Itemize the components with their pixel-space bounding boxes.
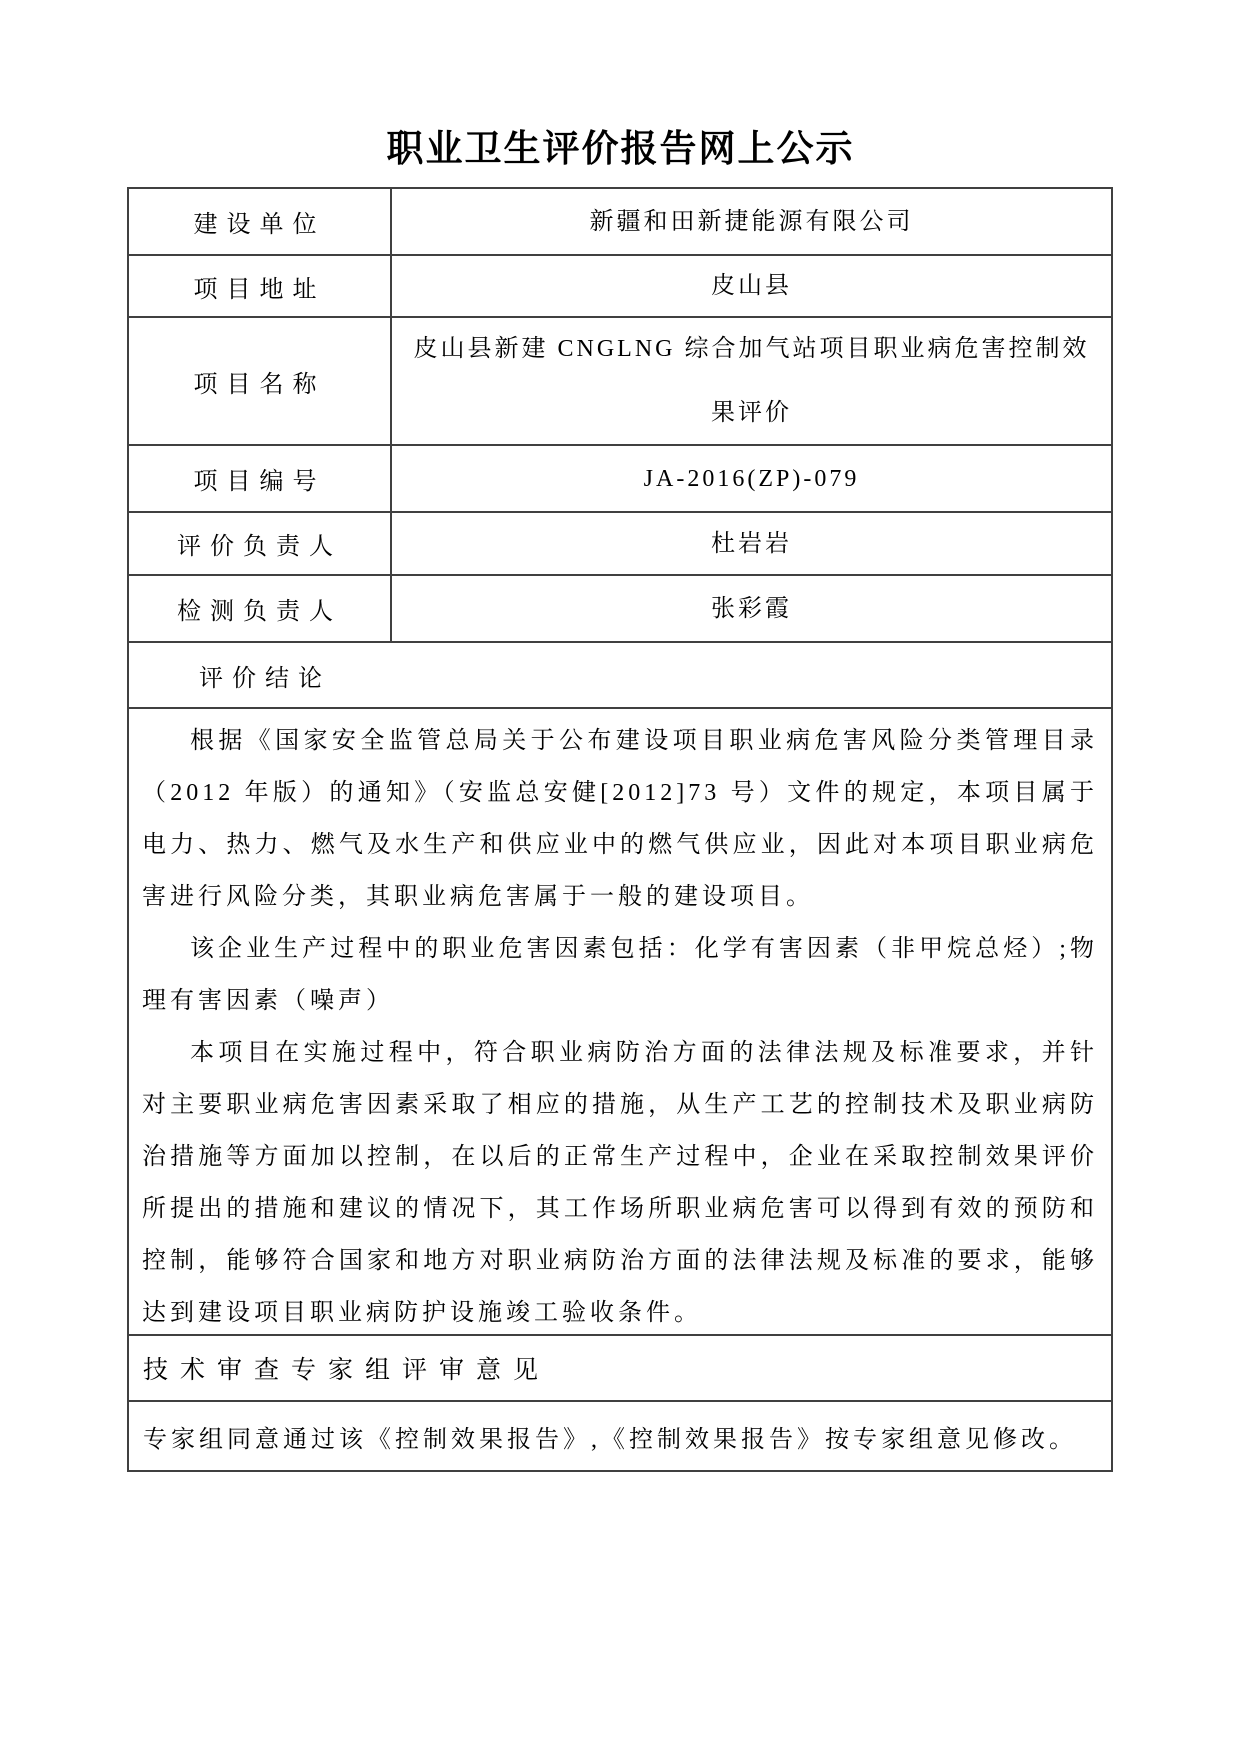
row-label-construction-unit: 建设单位 xyxy=(129,189,392,254)
row-value-project-address: 皮山县 xyxy=(711,273,792,299)
conclusion-header-label: 评价结论 xyxy=(199,665,331,692)
conclusion-body-row xyxy=(129,709,1111,1336)
table-row-project-number xyxy=(129,446,1111,513)
row-label-testing-leader: 检测负责人 xyxy=(129,576,392,641)
table-row-testing-leader xyxy=(129,576,1111,643)
row-value-project-name: 皮山县新建 CNGLNG 综合加气站项目职业病危害控制效果评价 xyxy=(413,336,1090,426)
table-row-project-address xyxy=(129,256,1111,318)
report-table xyxy=(127,187,1113,1472)
conclusion-paragraph-2: 该企业生产过程中的职业危害因素包括：化学有害因素（非甲烷总烃）;物理有害因素（噪声） xyxy=(142,936,1098,1014)
expert-opinion-text: 专家组同意通过该《控制效果报告》,《控制效果报告》按专家组意见修改。 xyxy=(143,1426,1077,1453)
expert-review-header-row xyxy=(129,1336,1111,1402)
row-value-testing-leader: 张彩霞 xyxy=(711,595,792,622)
row-value-project-number: JA-2016(ZP)-079 xyxy=(643,465,860,492)
row-label-project-address: 项目地址 xyxy=(129,256,392,316)
row-label-project-number: 项目编号 xyxy=(129,446,392,511)
table-row-construction-unit xyxy=(129,189,1111,256)
page-title: 职业卫生评价报告网上公示 xyxy=(386,129,855,170)
row-value-evaluation-leader: 杜岩岩 xyxy=(711,530,792,557)
row-value-construction-unit: 新疆和田新捷能源有限公司 xyxy=(589,208,914,235)
row-label-evaluation-leader: 评价负责人 xyxy=(129,513,392,574)
row-label-project-name: 项目名称 xyxy=(129,318,392,444)
conclusion-paragraph-1: 根据《国家安全监管总局关于公布建设项目职业病危害风险分类管理目录（2012 年版）的通知》（安监总安健[2012]73 号）文件的规定，本项目属于电力、热力、燃气及水生产和供应业中的燃气供应业，因此对本项目职业病危害进行风险分类，其职业病危害属于一般的建设项目。 xyxy=(142,728,1098,910)
table-row-evaluation-leader xyxy=(129,513,1111,576)
expert-review-header-label: 技术审查专家组评审意见 xyxy=(143,1357,551,1384)
conclusion-header-row xyxy=(129,643,1111,709)
expert-opinion-row xyxy=(129,1402,1111,1470)
table-row-project-name xyxy=(129,318,1111,446)
conclusion-paragraph-3: 本项目在实施过程中，符合职业病防治方面的法律法规及标准要求，并针对主要职业病危害因素采取了相应的措施，从生产工艺的控制技术及职业病防治措施等方面加以控制，在以后的正常生产过程中，企业在采取控制效果评价所提出的措施和建议的情况下，其工作场所职业病危害可以得到有效的预防和控制，能够符合国家和地方对职业病防治方面的法律法规及标准的要求，能够达到建设项目职业病防护设施竣工验收条件。 xyxy=(142,1040,1098,1326)
